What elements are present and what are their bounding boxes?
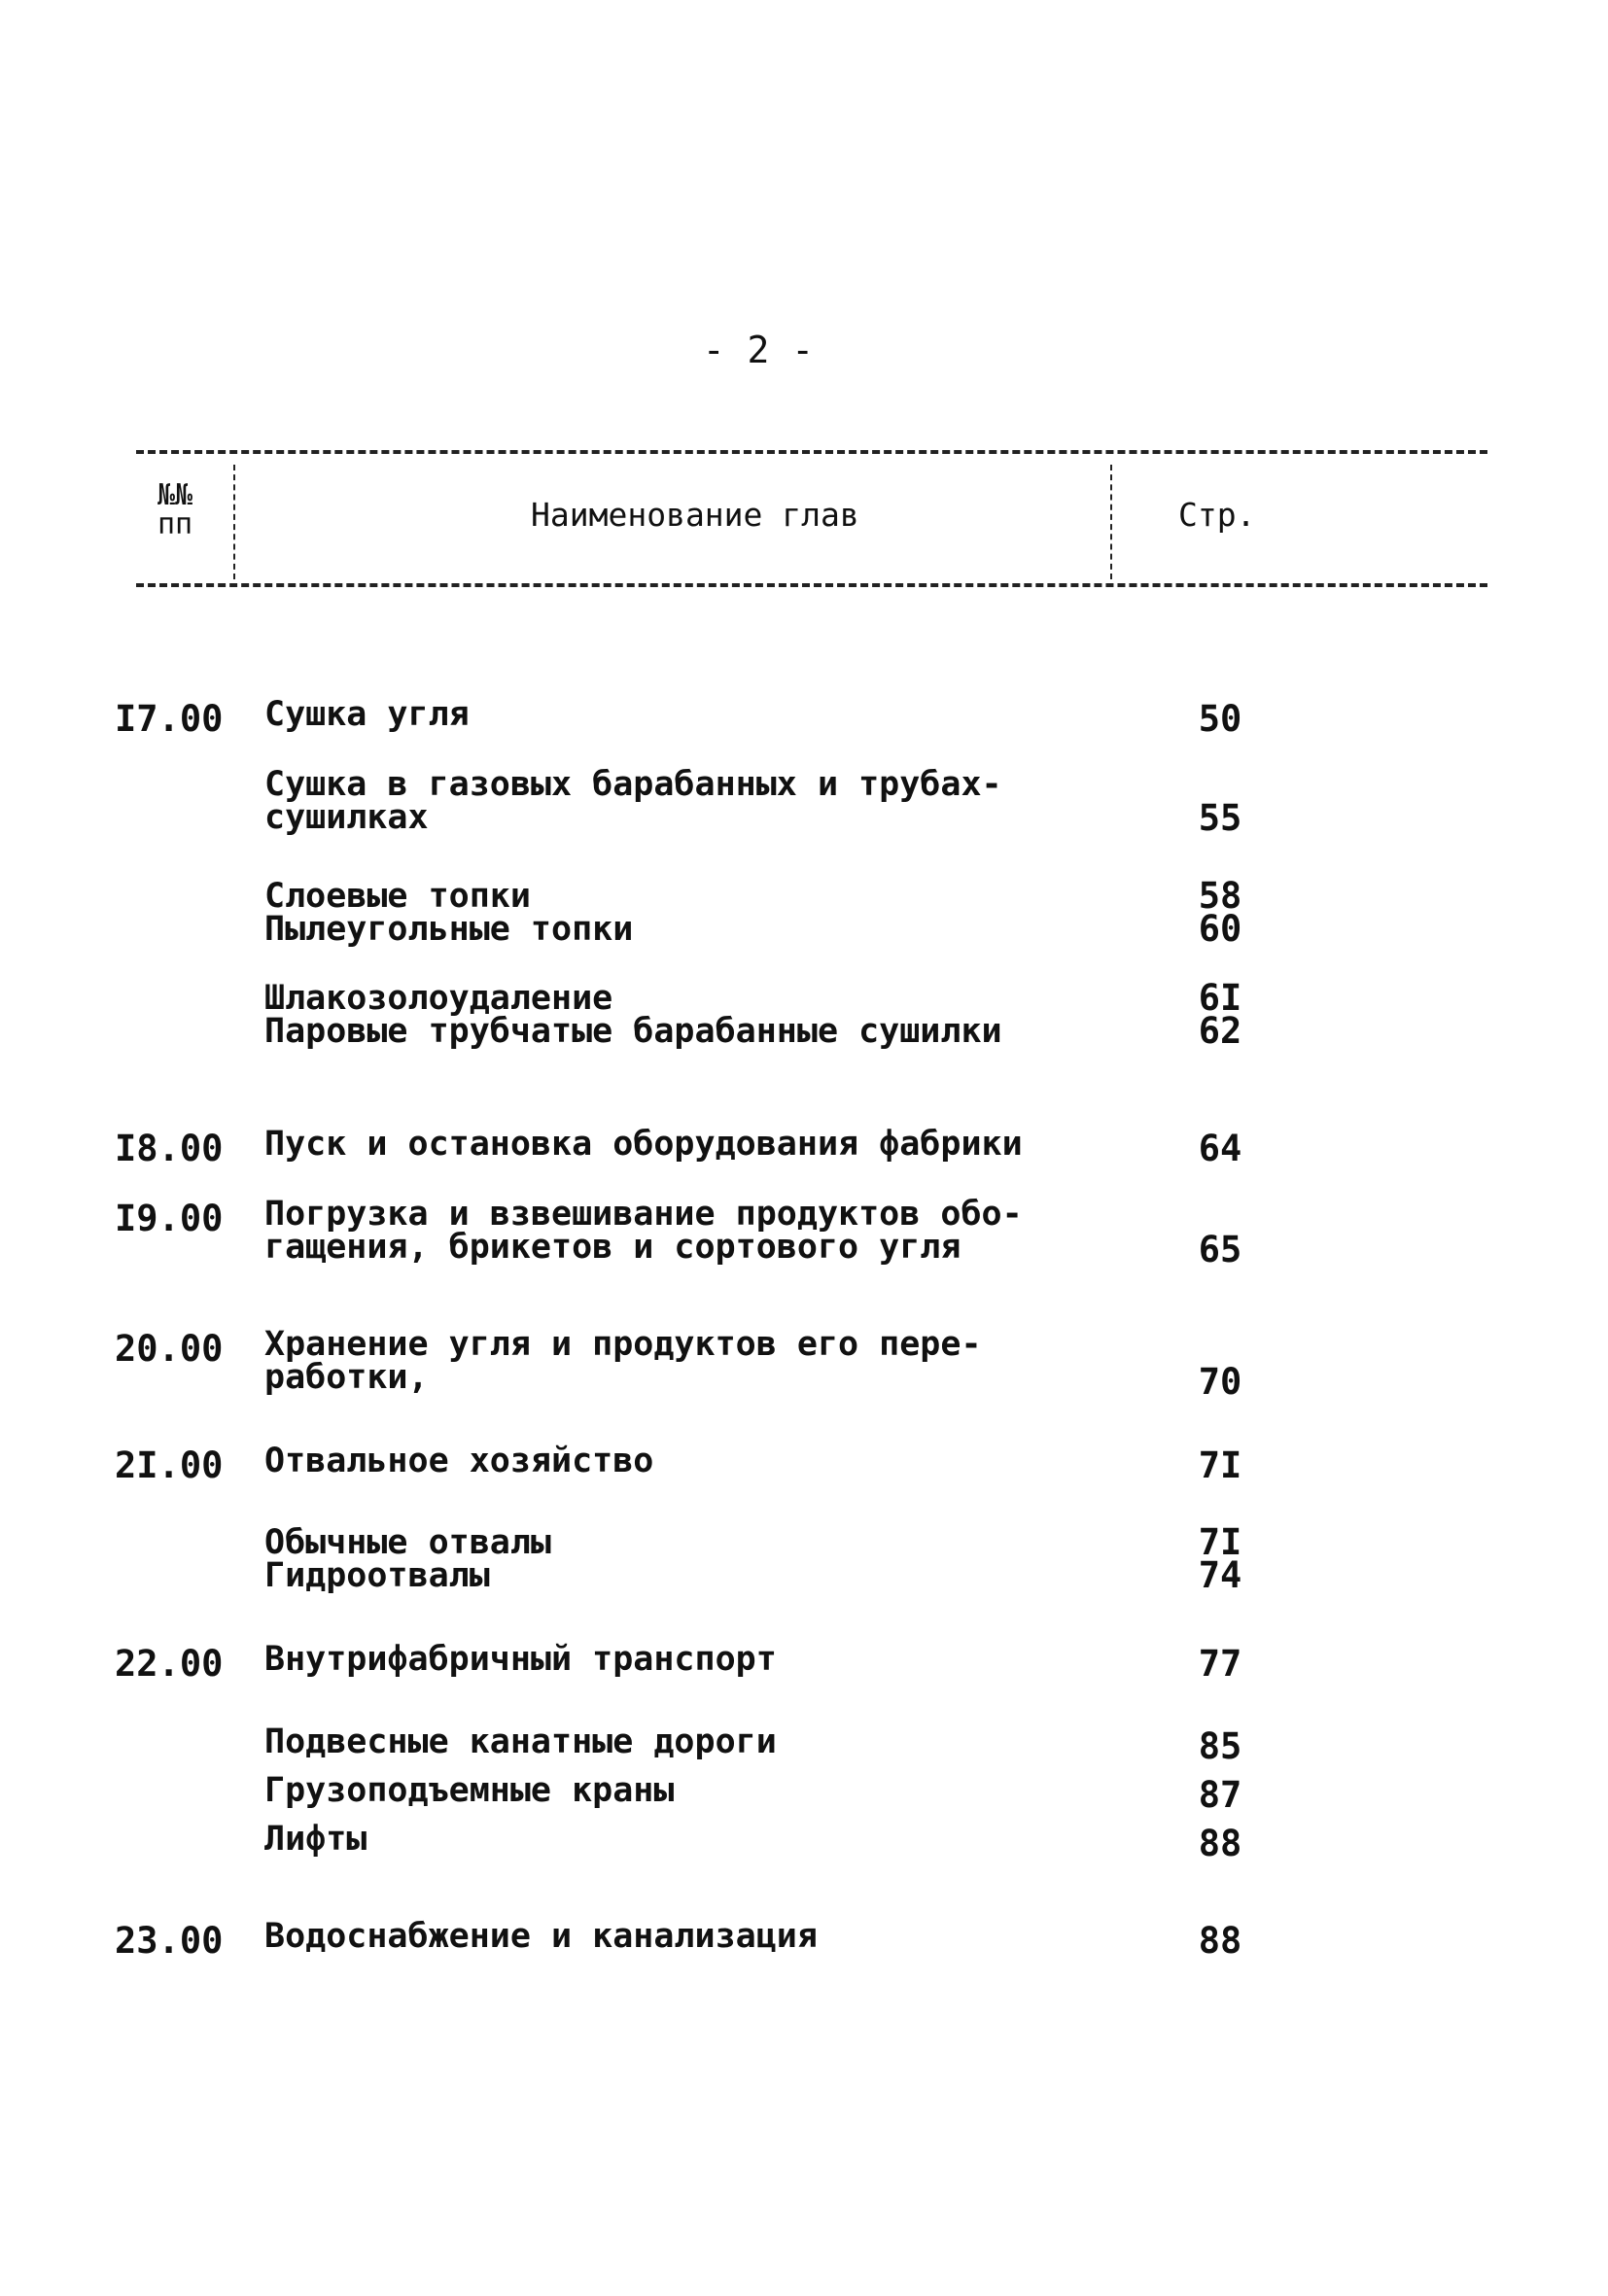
chapter-title bbox=[264, 1325, 1042, 1397]
page-ref: 70 bbox=[1198, 1361, 1242, 1403]
title-line: Пуск и остановка оборудования фабрики bbox=[264, 1125, 1023, 1164]
chapter-title bbox=[264, 1125, 1042, 1164]
section-title bbox=[264, 1820, 1042, 1859]
title-line: гащения, брикетов и сортового угля bbox=[264, 1228, 961, 1267]
title-line: Сушка в газовых барабанных и трубах- bbox=[264, 765, 1002, 804]
title-line: Отвальное хозяйство bbox=[264, 1442, 654, 1480]
chapter-number: 22.00 bbox=[115, 1643, 224, 1685]
title-line: Обычные отвалы bbox=[264, 1523, 552, 1562]
title-line: Гидроотвалы bbox=[264, 1556, 490, 1595]
title-line: Паровые трубчатые барабанные сушилки bbox=[264, 1012, 1002, 1051]
chapter-number: 20.00 bbox=[115, 1328, 224, 1370]
title-line: Сушка угля bbox=[264, 695, 470, 734]
header-top-rule bbox=[136, 450, 1487, 454]
column-number-label-line2: пп bbox=[157, 507, 193, 541]
chapter-title bbox=[264, 1195, 1042, 1267]
chapter-number: I9.00 bbox=[115, 1198, 224, 1239]
page-ref: 88 bbox=[1198, 1823, 1242, 1864]
page-ref: 85 bbox=[1198, 1725, 1242, 1767]
title-line: Грузоподъемные краны bbox=[264, 1771, 675, 1810]
title-line: Подвесные канатные дороги bbox=[264, 1722, 777, 1761]
page-ref: 6I bbox=[1198, 977, 1242, 1019]
page-ref: 7I bbox=[1198, 1521, 1242, 1563]
page-ref: 64 bbox=[1198, 1128, 1242, 1169]
column-title-header: Наименование глав bbox=[531, 496, 859, 534]
section-title bbox=[264, 979, 1042, 1051]
page-ref: 7I bbox=[1198, 1444, 1242, 1486]
title-line: Внутрифабричный транспорт bbox=[264, 1640, 777, 1679]
page-number: - 2 - bbox=[702, 329, 815, 371]
title-line: сушилках bbox=[264, 798, 429, 837]
page-refs bbox=[1167, 875, 1274, 950]
title-line: Погрузка и взвешивание продуктов обо- bbox=[264, 1195, 1023, 1234]
page-ref: 77 bbox=[1198, 1643, 1242, 1685]
title-line: Слоевые топки bbox=[264, 877, 531, 916]
chapter-title bbox=[264, 1917, 1042, 1956]
column-page-header: Стр. bbox=[1178, 496, 1256, 534]
header-bottom-rule bbox=[136, 583, 1487, 587]
title-line: Водоснабжение и канализация bbox=[264, 1917, 818, 1956]
section-title bbox=[264, 1722, 1042, 1761]
title-line: Шлакозолоудаление bbox=[264, 979, 613, 1018]
page-ref: 60 bbox=[1198, 908, 1242, 950]
chapter-title bbox=[264, 695, 1042, 734]
page-ref: 74 bbox=[1198, 1554, 1242, 1596]
title-line: Лифты bbox=[264, 1820, 367, 1859]
page-refs bbox=[1167, 1521, 1274, 1596]
page-ref: 87 bbox=[1198, 1774, 1242, 1816]
header-divider-left bbox=[233, 465, 235, 579]
page-ref: 65 bbox=[1198, 1229, 1242, 1270]
chapter-title bbox=[264, 1640, 1042, 1679]
chapter-number: 23.00 bbox=[115, 1920, 224, 1962]
section-title bbox=[264, 1771, 1042, 1810]
header-divider-right bbox=[1110, 465, 1112, 579]
chapter-number: I8.00 bbox=[115, 1128, 224, 1169]
chapter-number: 2I.00 bbox=[115, 1444, 224, 1486]
chapter-title bbox=[264, 1444, 1042, 1478]
page-ref: 58 bbox=[1198, 875, 1242, 917]
page-ref: 62 bbox=[1198, 1010, 1242, 1052]
page-ref: 88 bbox=[1198, 1920, 1242, 1962]
section-title bbox=[264, 765, 1042, 837]
page-ref: 55 bbox=[1198, 797, 1242, 839]
section-title bbox=[264, 1523, 1042, 1595]
section-title bbox=[264, 877, 1042, 949]
title-line: Хранение угля и продуктов его пере- bbox=[264, 1325, 982, 1364]
column-number-label-line1: №№ bbox=[157, 478, 193, 512]
title-line: работки, bbox=[264, 1358, 429, 1397]
chapter-number: I7.00 bbox=[115, 698, 224, 740]
page-ref: 50 bbox=[1198, 698, 1242, 740]
page-refs bbox=[1167, 977, 1274, 1052]
column-number-header bbox=[136, 478, 214, 541]
title-line: Пылеугольные топки bbox=[264, 910, 634, 949]
